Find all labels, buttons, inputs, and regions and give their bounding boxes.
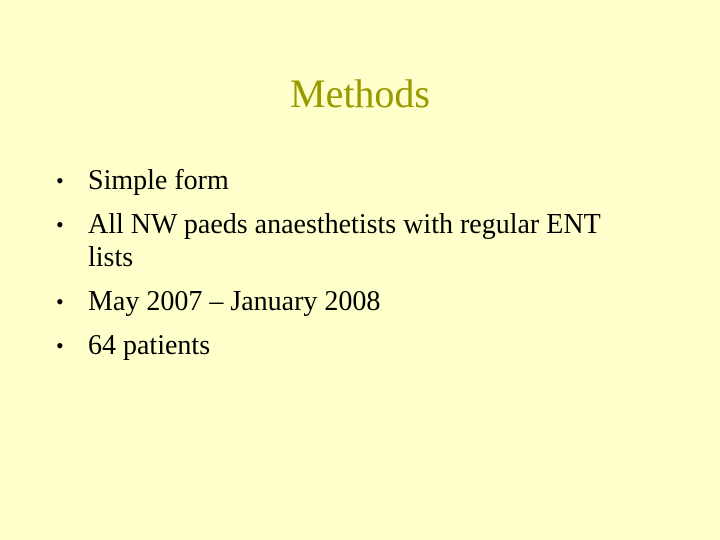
bullet-text: All NW paeds anaesthetists with regular ENT lists xyxy=(88,209,601,273)
bullet-text: May 2007 – January 2008 xyxy=(88,286,381,317)
bullet-list xyxy=(52,164,652,373)
bullet-dot-icon: • xyxy=(56,168,64,193)
bullet-item xyxy=(52,208,652,274)
bullet-dot-icon: • xyxy=(56,333,64,358)
slide-title: Methods xyxy=(290,71,430,116)
bullet-item xyxy=(52,285,652,318)
bullet-dot-icon: • xyxy=(56,289,64,314)
bullet-item xyxy=(52,329,652,362)
bullet-text: Simple form xyxy=(88,165,229,196)
bullet-item xyxy=(52,164,652,197)
bullet-dot-icon: • xyxy=(56,212,64,237)
bullet-text: 64 patients xyxy=(88,330,211,361)
